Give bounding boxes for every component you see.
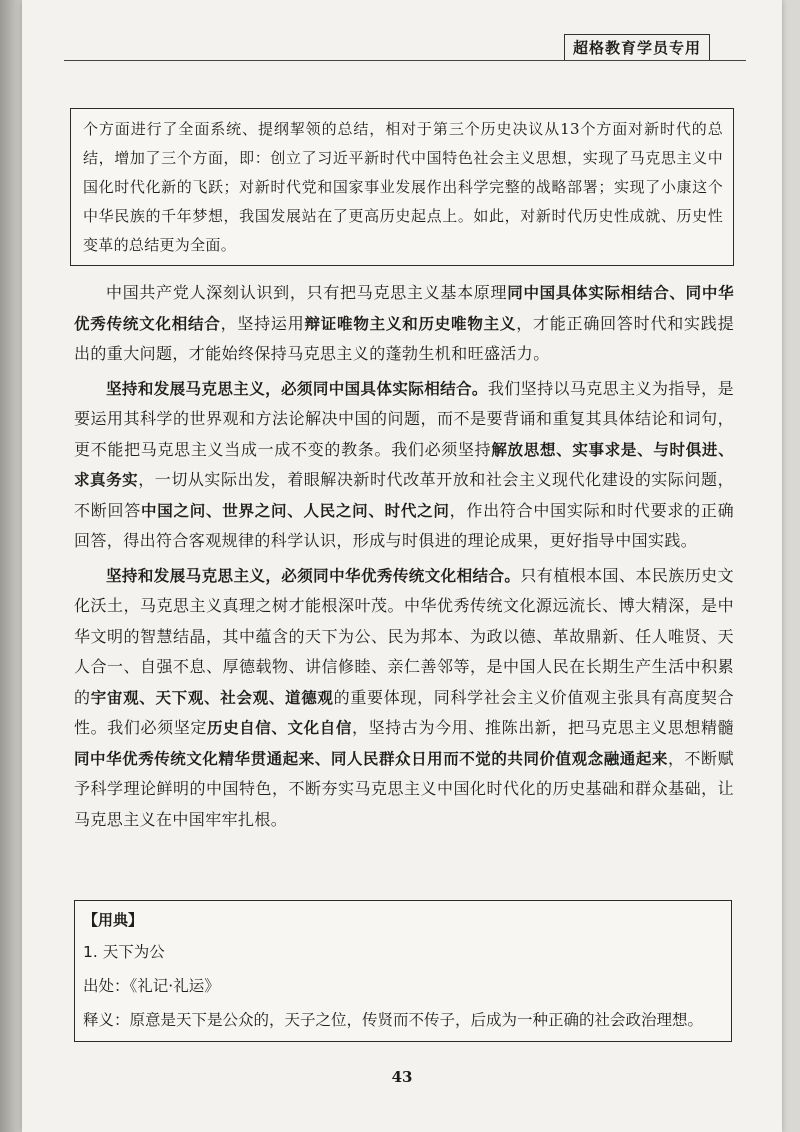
p3-text-c: 的重要体现，同科学社会主义价值观主张具有高度契合性。我们必须坚定 bbox=[74, 687, 734, 737]
meaning-value: 原意是天下是公众的，天子之位，传贤而不传子，后成为一种正确的社会政治理想。 bbox=[129, 1011, 704, 1029]
allusion-box bbox=[74, 900, 732, 1042]
p2-text-a: 我们坚持以马克思主义为指导，是要运用其科学的世界观和方法论解决中国的问题，而不是要背诵和重复其具体结论和词句，更不能把马克思主义当成一成不变的教条。我们必须坚持 bbox=[74, 378, 734, 459]
p2-bold-b: 解放思想、实事求是、与时俱进、求真务实 bbox=[74, 440, 734, 489]
source-label: 出处： bbox=[83, 977, 130, 995]
header-tag: 超格教育学员专用 bbox=[564, 34, 710, 61]
p3-bold-d: 历史自信、文化自信 bbox=[206, 719, 353, 737]
p3-bold-b: 宇宙观、天下观、社会观、道德观 bbox=[90, 688, 334, 707]
main-body bbox=[74, 278, 734, 839]
header-rule bbox=[64, 60, 746, 61]
source-value: 《礼记·礼运》 bbox=[129, 977, 220, 995]
p1-bold-d: 辩证唯物主义和历史唯物主义 bbox=[304, 314, 517, 333]
allusion-meaning bbox=[83, 1003, 723, 1037]
p1-bold-b: 同中国具体实际相结合、同中华优秀传统文化相结合 bbox=[74, 284, 734, 333]
p2-text-c: ，一切从实际出发，着眼解决新时代改革开放和社会主义现代化建设的实际问题，不断回答 bbox=[74, 470, 734, 520]
allusion-item-title: 1. 天下为公 bbox=[83, 943, 165, 961]
meaning-label: 释义： bbox=[83, 1011, 130, 1029]
paragraph-3 bbox=[74, 561, 734, 836]
allusion-source bbox=[83, 969, 723, 1003]
paragraph-2 bbox=[74, 374, 734, 557]
p3-text-e: ，坚持古为今用、推陈出新，把马克思主义思想精髓 bbox=[352, 718, 735, 737]
p1-text-c: ，坚持运用 bbox=[220, 313, 305, 333]
p1-text-e: ，才能正确回答时代和实践提出的重大问题，才能始终保持马克思主义的蓬勃生机和旺盛活力。 bbox=[74, 313, 734, 363]
document-page bbox=[22, 0, 782, 1132]
summary-box bbox=[70, 108, 734, 266]
paragraph-1 bbox=[74, 278, 734, 370]
p2-bold-d: 中国之问、世界之问、人民之问、时代之问 bbox=[140, 501, 450, 520]
p2-lead: 坚持和发展马克思主义，必须同中国具体实际相结合。 bbox=[106, 379, 488, 398]
p3-lead: 坚持和发展马克思主义，必须同中华优秀传统文化相结合。 bbox=[106, 566, 521, 585]
p3-text-g: ，不断赋予科学理论鲜明的中国特色，不断夯实马克思主义中国化时代化的历史基础和群众基础，让马克思主义在中国牢牢扎根。 bbox=[74, 748, 734, 829]
summary-text: 个方面进行了全面系统、提纲挈领的总结，相对于第三个历史决议从13个方面对新时代的总结，增加了三个方面，即：创立了习近平新时代中国特色社会主义思想，实现了马克思主义中国化时代化新的飞跃；对新时代党和国家事业发展作出科学完整的战略部署；实现了小康这个中华民族的千年梦想，我国发展站在了更高历史起点上。如此，对新时代历史性成就、历史性变革的总结更为全面。 bbox=[83, 120, 723, 254]
allusion-heading: 【用典】 bbox=[83, 911, 144, 929]
p2-text-e: ，作出符合中国实际和时代要求的正确回答，得出符合客观规律的科学认识，形成与时俱进的理论成果，更好指导中国实践。 bbox=[74, 500, 734, 550]
page-edge-shadow bbox=[0, 0, 22, 1132]
p1-text-a: 中国共产党人深刻认识到，只有把马克思主义基本原理 bbox=[106, 283, 508, 302]
p3-bold-f: 同中华优秀传统文化精华贯通起来、同人民群众日用而不觉的共同价值观念融通起来 bbox=[74, 749, 668, 768]
p3-text-a: 只有植根本国、本民族历史文化沃土，马克思主义真理之树才能根深叶茂。中华优秀传统文化源远流长、博大精深，是中华文明的智慧结晶，其中蕴含的天下为公、民为邦本、为政以德、革故鼎新、任人唯贤、天人合一、自强不息、厚德载物、讲信修睦、亲仁善邻等，是中国人民在长期生产生活中积累的 bbox=[74, 565, 734, 707]
page-number: 43 bbox=[391, 1068, 413, 1086]
